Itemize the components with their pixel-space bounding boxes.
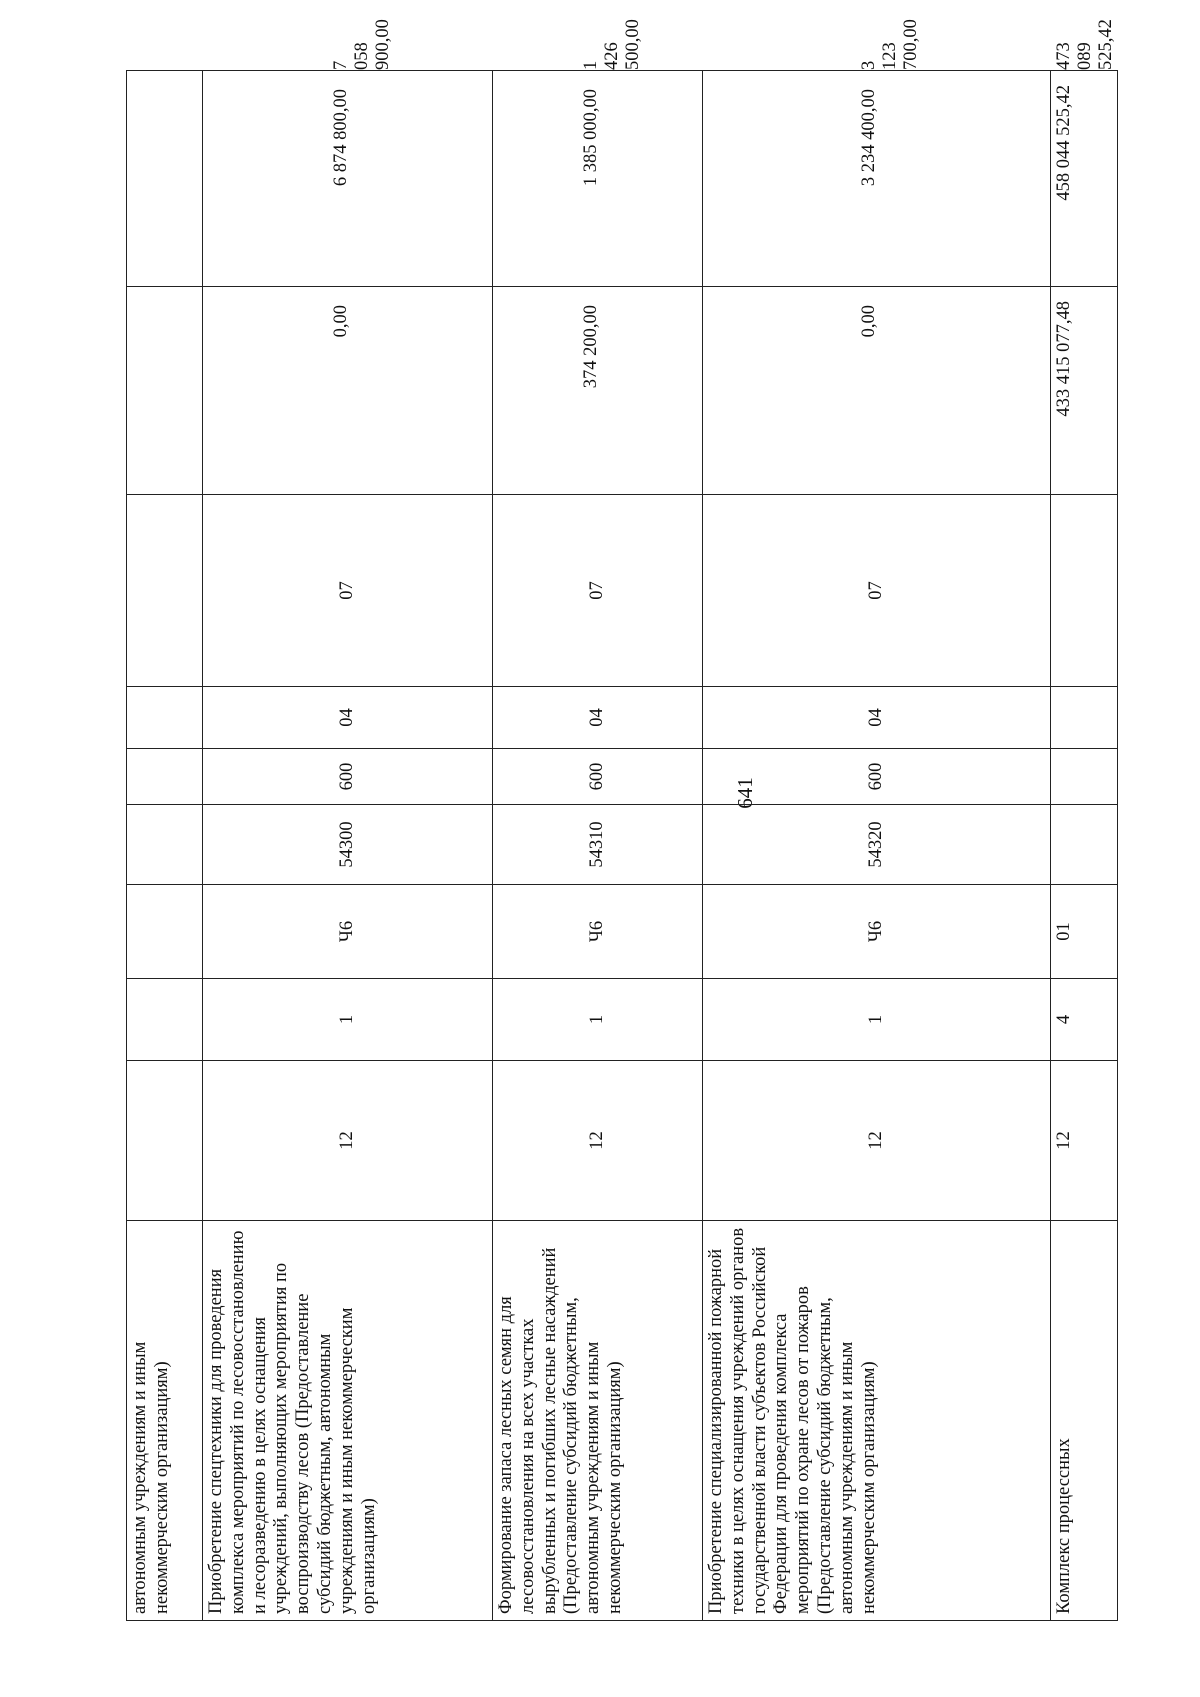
rotated-table-frame bbox=[126, 19, 1116, 1621]
cell-project bbox=[127, 885, 203, 979]
table-row: Приобретение спецтехники для проведения комплекса мероприятий по лесовосстановлению и лесоразведению в целях оснащения учреждений, выполняющих мероприятия по воспроизводству лесов (Предоставление субсидий бюджетным, автономным учреждениям и иным некоммерческим организациям) 12 1 Ч6 54300 600 04 07 0,00 6 874 800,00 7 058 900,00 bbox=[203, 71, 493, 1621]
cell-amount-2 bbox=[127, 71, 203, 287]
cell-subprogram: 1 bbox=[203, 979, 493, 1061]
cell-direction: 54300 bbox=[203, 805, 493, 885]
cell-program bbox=[127, 1061, 203, 1221]
table-row bbox=[127, 71, 203, 1621]
cell-program: 12 bbox=[1051, 1061, 1118, 1221]
cell-project: 01 bbox=[1051, 885, 1118, 979]
row-name: Приобретение специализированной пожарной техники в целях оснащения учреждений органов государственной власти субъектов Российской Федерации для проведения комплекса мероприятий по охране лесов от пожаров (Предоставление субсидий бюджетным, автономным учреждениям и иным некоммерческим организациям) bbox=[703, 1221, 1051, 1621]
cell-amount-1: 0,00 bbox=[703, 287, 1051, 495]
cell-amount-2: 6 874 800,00 bbox=[203, 71, 493, 287]
cell-direction: 54310 bbox=[493, 805, 703, 885]
row-name: автономным учреждениям и иным некоммерческим организациям) bbox=[127, 1221, 203, 1621]
cell-section bbox=[1051, 687, 1118, 749]
cell-subsection bbox=[1051, 495, 1118, 687]
cell-subprogram: 1 bbox=[493, 979, 703, 1061]
cell-amount-2: 458 044 525,42 bbox=[1051, 71, 1118, 287]
cell-project: Ч6 bbox=[703, 885, 1051, 979]
cell-amount-2: 1 385 000,00 bbox=[493, 71, 703, 287]
table-row: Приобретение специализированной пожарной техники в целях оснащения учреждений органов государственной власти субъектов Российской Федерации для проведения комплекса мероприятий по охране лесов от пожаров (Предоставление субсидий бюджетным, автономным учреждениям и иным некоммерческим организациям) 12 1 Ч6 54320 600 04 07 0,00 3 234 400,00 3 123 700,00 bbox=[703, 71, 1051, 1621]
cell-expense-type: 600 bbox=[203, 749, 493, 805]
cell-section: 04 bbox=[493, 687, 703, 749]
cell-project: Ч6 bbox=[493, 885, 703, 979]
cell-amount-1: 0,00 bbox=[203, 287, 493, 495]
cell-amount-1 bbox=[127, 287, 203, 495]
cell-expense-type: 600 bbox=[703, 749, 1051, 805]
row-name: Комплекс процессных bbox=[1051, 1221, 1118, 1621]
table-row: Формирование запаса лесных семян для лесовосстановления на всех участках вырубленных и погибших лесные насаждений (Предоставление субсидий бюджетным, автономным учреждениям и иным некоммерческим организациям) 12 1 Ч6 54310 600 04 07 374 200,00 1 385 000,00 1 426 500,00 bbox=[493, 71, 703, 1621]
cell-subsection: 07 bbox=[203, 495, 493, 687]
cell-expense-type: 600 bbox=[493, 749, 703, 805]
cell-project: Ч6 bbox=[203, 885, 493, 979]
row-name: Приобретение спецтехники для проведения комплекса мероприятий по лесовосстановлению и лесоразведению в целях оснащения учреждений, выполняющих мероприятия по воспроизводству лесов (Предоставление субсидий бюджетным, автономным учреждениям и иным некоммерческим организациям) bbox=[203, 1221, 493, 1621]
budget-table bbox=[126, 19, 1118, 1621]
cell-subsection: 07 bbox=[703, 495, 1051, 687]
row-name: Формирование запаса лесных семян для лесовосстановления на всех участках вырубленных и погибших лесные насаждений (Предоставление субсидий бюджетным, автономным учреждениям и иным некоммерческим организациям) bbox=[493, 1221, 703, 1621]
cell-section: 04 bbox=[203, 687, 493, 749]
cell-subprogram: 1 bbox=[703, 979, 1051, 1061]
cell-direction: 54320 bbox=[703, 805, 1051, 885]
cell-program: 12 bbox=[703, 1061, 1051, 1221]
cell-section bbox=[127, 687, 203, 749]
cell-subprogram: 4 bbox=[1051, 979, 1118, 1061]
cell-expense-type bbox=[127, 749, 203, 805]
cell-subsection bbox=[127, 495, 203, 687]
cell-amount-1: 374 200,00 bbox=[493, 287, 703, 495]
cell-subprogram bbox=[127, 979, 203, 1061]
table-row: Комплекс процессных 12 4 01 433 415 077,48 458 044 525,42 473 089 525,42 bbox=[1051, 71, 1118, 1621]
cell-subsection: 07 bbox=[493, 495, 703, 687]
page-number: 641 bbox=[733, 777, 757, 809]
cell-section: 04 bbox=[703, 687, 1051, 749]
cell-amount-2: 3 234 400,00 bbox=[703, 71, 1051, 287]
cell-program: 12 bbox=[493, 1061, 703, 1221]
cell-direction bbox=[127, 805, 203, 885]
cell-amount-1: 433 415 077,48 bbox=[1051, 287, 1118, 495]
cell-program: 12 bbox=[203, 1061, 493, 1221]
cell-expense-type bbox=[1051, 749, 1118, 805]
cell-direction bbox=[1051, 805, 1118, 885]
